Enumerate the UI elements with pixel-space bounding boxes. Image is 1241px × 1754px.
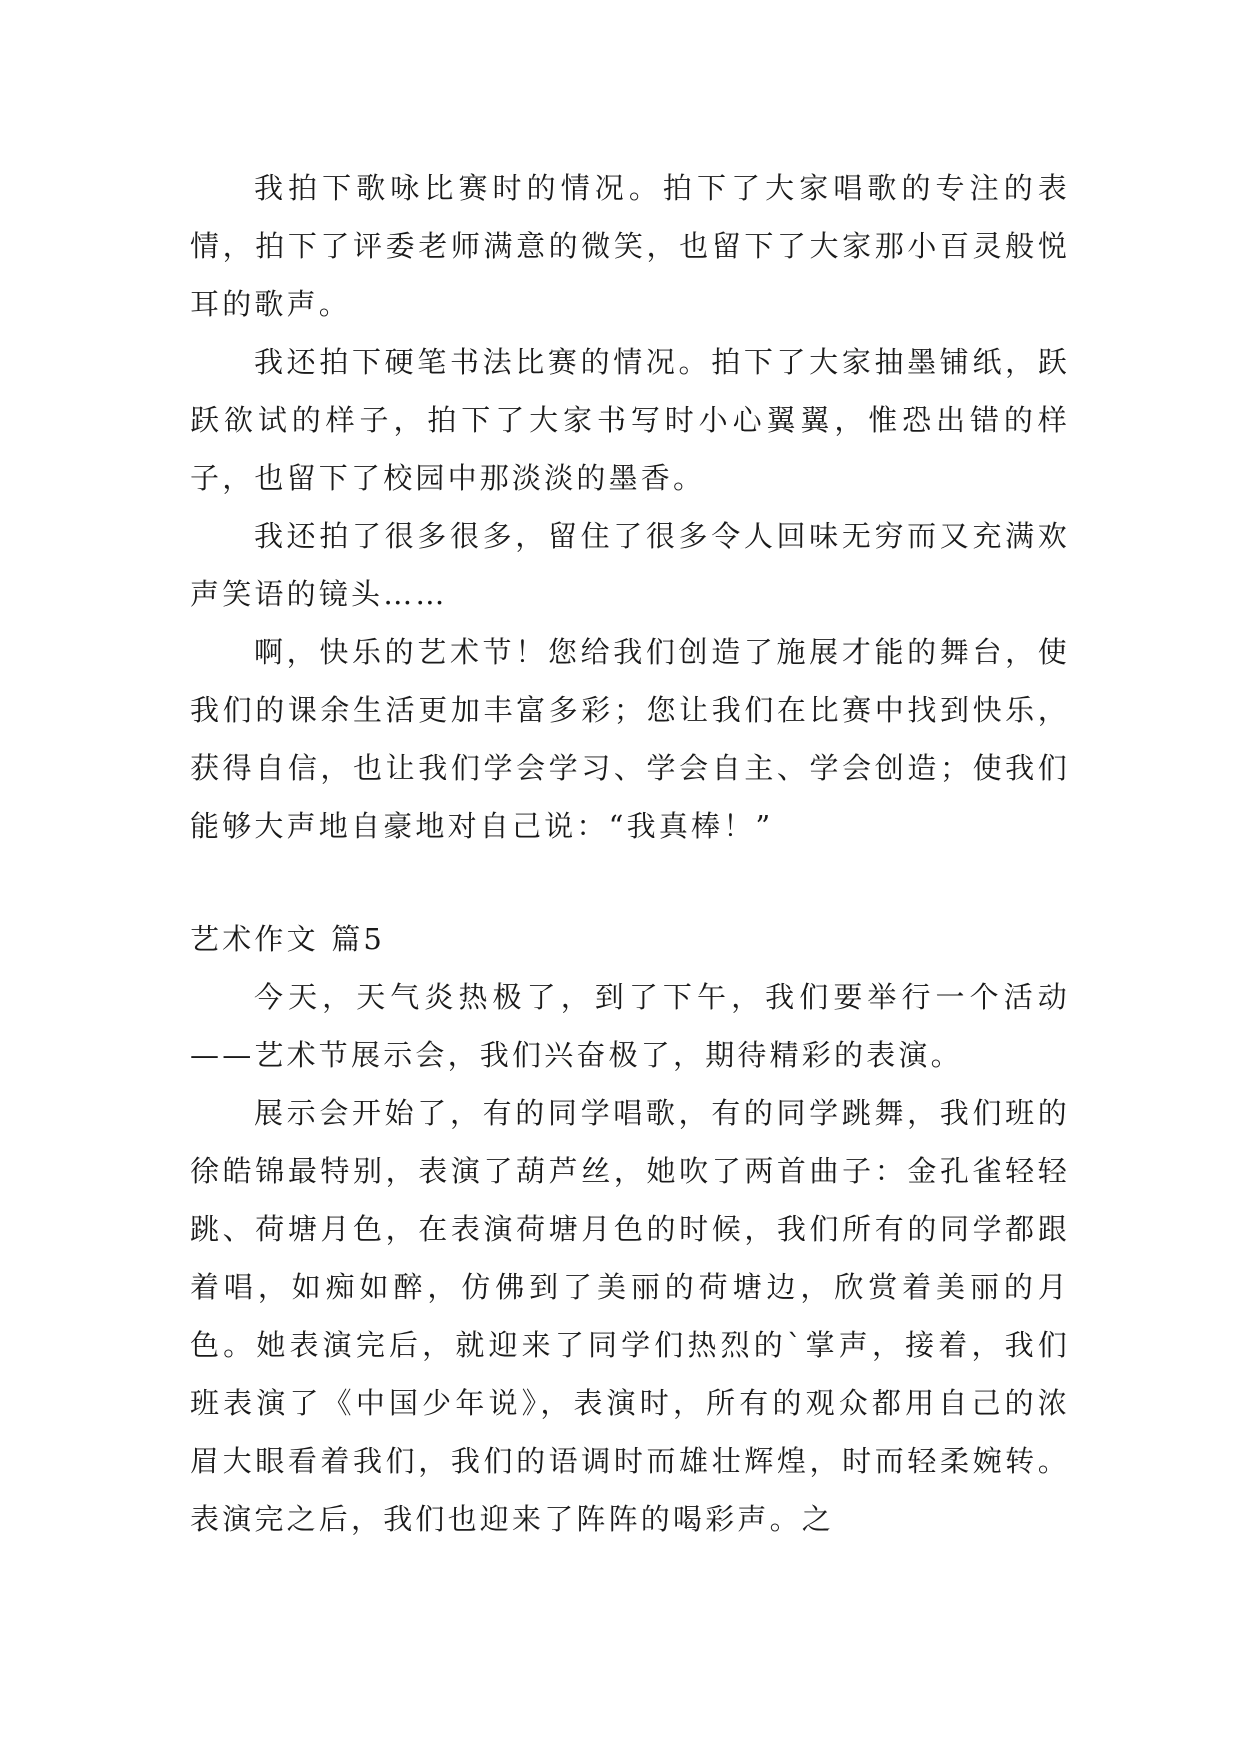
paragraph-many-shots: 我还拍了很多很多，留住了很多令人回味无穷而又充满欢声笑语的镜头……: [190, 519, 1070, 611]
paragraph-calligraphy-contest: 我还拍下硬笔书法比赛的情况。拍下了大家抽墨铺纸，跃跃欲试的样子，拍下了大家书写时小心翼翼，惟恐出错的样子，也留下了校园中那淡淡的墨香。: [190, 345, 1070, 495]
paragraph-singing-contest: 我拍下歌咏比赛时的情况。拍下了大家唱歌的专注的表情，拍下了评委老师满意的微笑，也留下了大家那小百灵般悦耳的歌声。: [190, 171, 1070, 321]
paragraph-hot-day-activity: 今天，天气炎热极了，到了下午，我们要举行一个活动——艺术节展示会，我们兴奋极了，期待精彩的表演。: [190, 980, 1070, 1072]
section-2-body: [190, 968, 1070, 1548]
paragraph-art-festival-praise: 啊，快乐的艺术节！您给我们创造了施展才能的舞台，使我们的课余生活更加丰富多彩；您让我们在比赛中找到快乐，获得自信，也让我们学会学习、学会自主、学会创造；使我们能够大声地自豪地对自己说：“我真棒！”: [190, 635, 1070, 843]
section-2-heading: 艺术作文 篇5: [190, 922, 386, 956]
section-1-body: [190, 159, 1070, 855]
paragraph-showcase-performances: 展示会开始了，有的同学唱歌，有的同学跳舞，我们班的徐皓锦最特别，表演了葫芦丝，她吹了两首曲子：金孔雀轻轻跳、荷塘月色，在表演荷塘月色的时候，我们所有的同学都跟着唱，如痴如醉，仿佛到了美丽的荷塘边，欣赏着美丽的月色。她表演完后，就迎来了同学们热烈的`掌声，接着，我们班表演了《中国少年说》，表演时，所有的观众都用自己的浓眉大眼看着我们，我们的语调时而雄壮辉煌，时而轻柔婉转。表演完之后，我们也迎来了阵阵的喝彩声。之: [190, 1096, 1070, 1536]
